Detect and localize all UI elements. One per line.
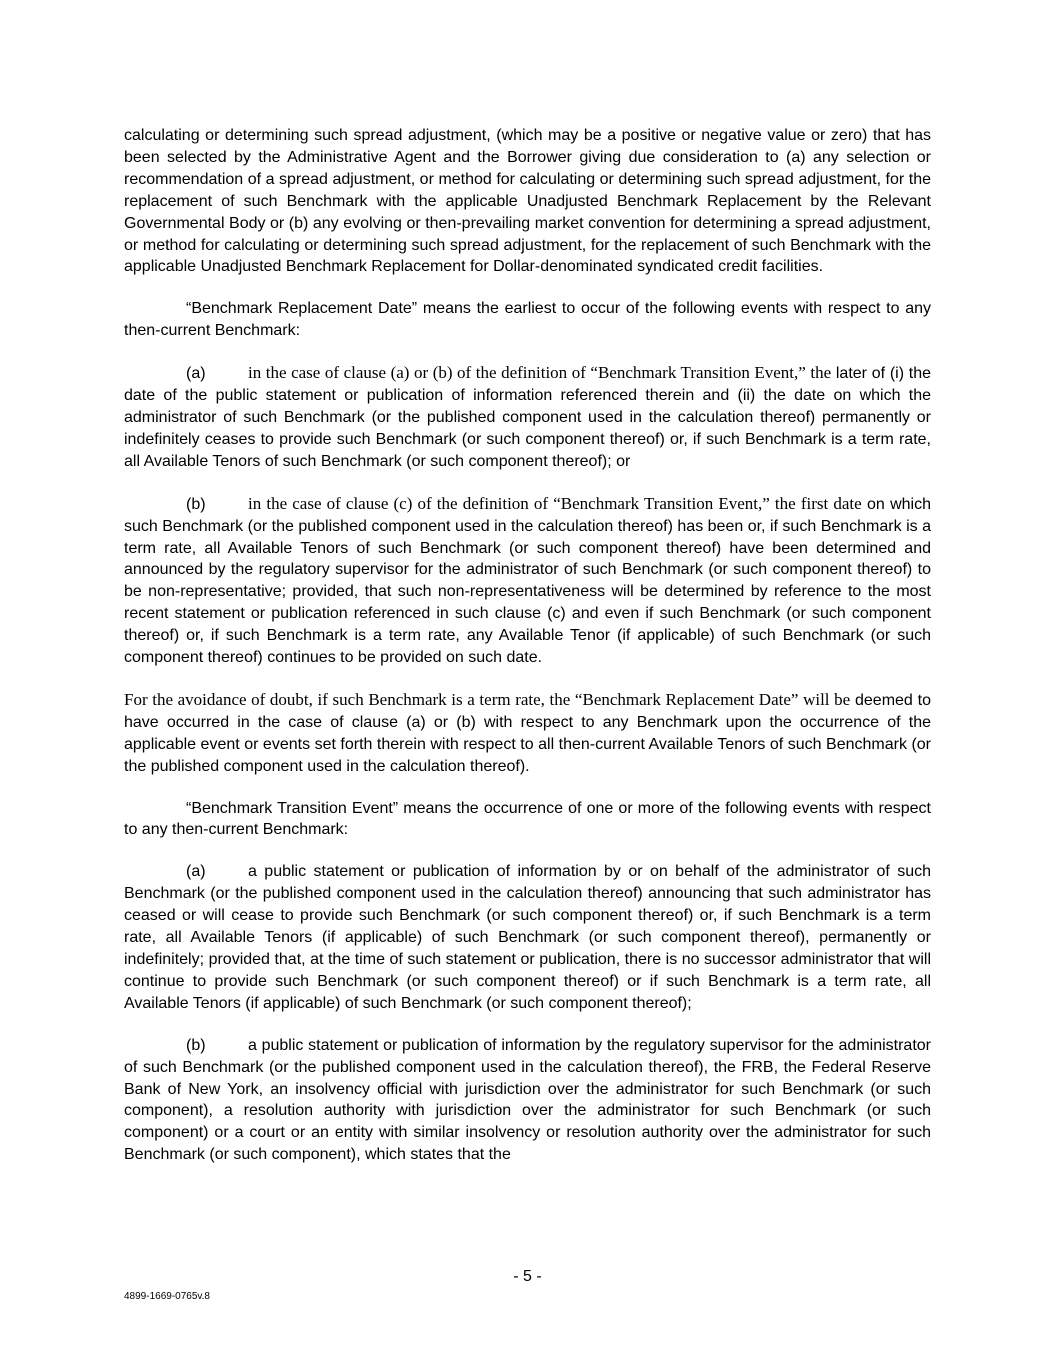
paragraph-clause-a-transition xyxy=(124,861,931,1014)
clause-label: (b) xyxy=(186,495,206,513)
clause-label: (a) xyxy=(186,365,206,383)
paragraph-benchmark-replacement-date: “Benchmark Replacement Date” means the earliest to occur of the following events with respect to any then-current Benchmark: xyxy=(124,300,931,340)
clause-label: (a) xyxy=(186,863,206,881)
clause-label: (b) xyxy=(186,1036,206,1054)
paragraph-avoidance-of-doubt xyxy=(124,689,931,778)
document-body xyxy=(124,125,931,1186)
paragraph-body-text: deemed to have occurred in the case of clause (a) or (b) with respect to any Benchmark upon the occurrence of the applicable event or events set forth therein with respect to all then-current Available Tenors of such Benchmark (or the published component used in the calculation thereof). xyxy=(124,691,931,775)
document-id: 4899-1669-0765v.8 xyxy=(124,1291,210,1302)
paragraph-clause-a-replacement xyxy=(124,362,931,473)
paragraph-benchmark-transition-event: “Benchmark Transition Event” means the occurrence of one or more of the following events with respect to any then-current Benchmark: xyxy=(124,799,931,839)
clause-body-text: later of (i) the date of the public statement or publication of information referenced therein and (ii) the date on which the administrator of such Benchmark (or the published component used in the calculation thereof) permanently or indefinitely ceases to provide such Benchmark (or such component thereof) or, if such Benchmark is a term rate, all Available Tenors of such Benchmark (or such component thereof); or xyxy=(124,365,932,470)
paragraph-lead-text: For the avoidance of doubt, if such Benchmark is a term rate, the “Benchmark Replacement Date” will be xyxy=(124,689,851,709)
paragraph-clause-b-transition xyxy=(124,1035,931,1166)
clause-body-text: on which such Benchmark (or the published component used in the calculation thereof) has been or, if such Benchmark is a term rate, all Available Tenors of such Benchmark (or such component thereof) have been determined and announced by the regulatory supervisor for the administrator of such Benchmark (or such component thereof) to be non-representative; provided, that such non-representativeness will be determined by reference to the most recent statement or publication referenced in such clause (c) and even if such Benchmark (or such component thereof) or, if such Benchmark is a term rate, any Available Tenor (if applicable) of such Benchmark (or such component thereof) continues to be provided on such date. xyxy=(124,495,932,667)
clause-body-text: a public statement or publication of information by the regulatory supervisor for the administrator of such Benchmark (or the published component used in the calculation thereof), the FRB, the Federal Reserve Bank of New York, an insolvency official with jurisdiction over the administrator for such Benchmark (or such component), a resolution authority with jurisdiction over the administrator for such Benchmark (or such component) or a court or an entity with similar insolvency or resolution authority over the administrator for such Benchmark (or such component), which states that the xyxy=(124,1036,931,1164)
clause-body-text: a public statement or publication of information by or on behalf of the administrator of such Benchmark (or the published component used in the calculation thereof) announcing that such administrator has ceased or will cease to provide such Benchmark (or such component thereof) or, if such Benchmark is a term rate, all Available Tenors (if applicable) of such Benchmark (or such component thereof), permanently or indefinitely; provided that, at the time of such statement or publication, there is no successor administrator that will continue to provide such Benchmark (or such component thereof) or if such Benchmark is a term rate, all Available Tenors (if applicable) of such Benchmark (or such component thereof); xyxy=(124,863,931,1012)
clause-lead-text: in the case of clause (c) of the definition of “Benchmark Transition Event,” the first date xyxy=(248,493,862,513)
paragraph-clause-b-replacement xyxy=(124,493,931,669)
paragraph-spread-adjustment: calculating or determining such spread adjustment, (which may be a positive or negative value or zero) that has been selected by the Administrative Agent and the Borrower giving due consideration to (a) any selection or recommendation of a spread adjustment, or method for calculating or determining such spread adjustment, for the replacement of such Benchmark with the applicable Unadjusted Benchmark Replacement by the Relevant Governmental Body or (b) any evolving or then-prevailing market convention for determining a spread adjustment, or method for calculating or determining such spread adjustment, for the replacement of such Benchmark with the applicable Unadjusted Benchmark Replacement for Dollar-denominated syndicated credit facilities. xyxy=(124,127,931,276)
clause-lead-text: in the case of clause (a) or (b) of the definition of “Benchmark Transition Event,” the xyxy=(248,363,832,383)
page-number: - 5 - xyxy=(513,1268,542,1285)
